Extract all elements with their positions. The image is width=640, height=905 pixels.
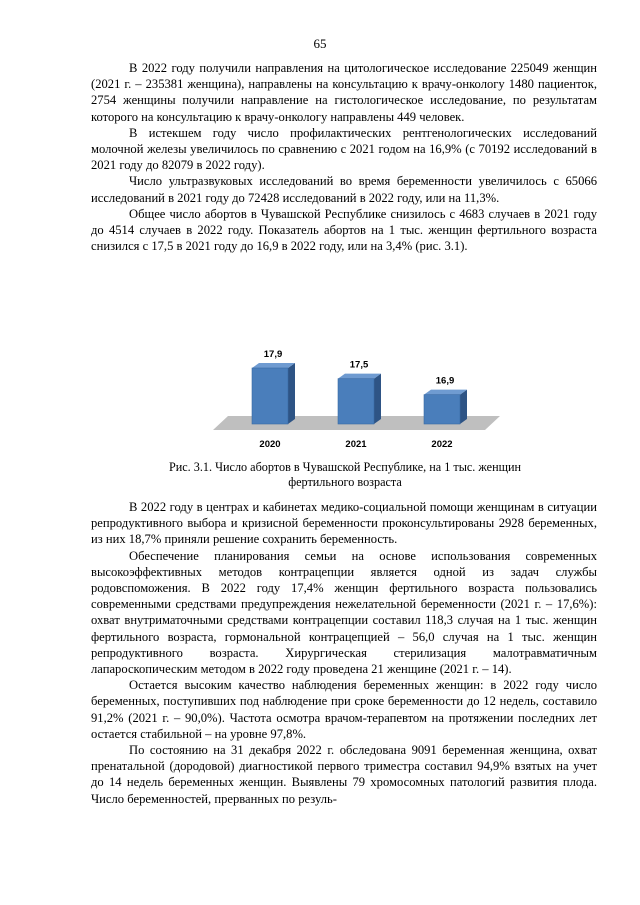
paragraph: Обеспечение планирования семьи на основе использования современных высокоэффективных методов контрацепции является одной из задач службы родовспоможения. В 2022 году 17,4% женщин фертильного возраста пользовались современными средствами предупреждения нежелательной беременности (2021 г. – 17,6%): охват внутриматочными средствами контрацепции составил 118,3 случая на 1 тыс. женщин фертильного возраста, гормональной контрацепцией – 56,0 случая на 1 тыс. женщин репродуктивного возраста. Хирургическая стерилизация малотравматичным лапароскопическим методом в 2022 году проведена 21 женщине (2021 г. – 14).: [91, 548, 597, 677]
tick-label: 2020: [259, 439, 281, 450]
body-text-bottom: [91, 499, 597, 807]
bar: [252, 368, 288, 424]
paragraph: По состоянию на 31 декабря 2022 г. обследована 9091 беременная женщина, охват пренатальной (дородовой) диагностикой первого триместра составил 94,9% взятых на учет до 14 недель беременных женщин. Выявлены 79 хромосомных патологий развития плода. Число беременностей, прерванных по резуль-: [91, 743, 597, 806]
paragraph: Число ультразвуковых исследований во время беременности увеличилось с 65066 исследований в 2021 году до 72428 исследований в 2022 году, или на 11,3%.: [91, 174, 597, 205]
chart-bars: [252, 349, 467, 450]
bar-top: [424, 390, 467, 395]
bar-side: [460, 390, 467, 424]
bar: [424, 395, 460, 424]
data-label: 17,5: [349, 359, 369, 371]
bar-top: [252, 363, 295, 368]
bar-top: [338, 374, 381, 379]
body-text-top: [91, 60, 597, 254]
bar-side: [374, 374, 381, 424]
paragraph: В 2022 году в центрах и кабинетах медико-социальной помощи женщинам в ситуации репродуктивного выбора и кризисной беременности проконсультированы 2928 беременных, из них 18,7% приняли решение сохранить беременность.: [91, 500, 597, 547]
tick-label: 2022: [431, 439, 453, 450]
paragraph: В истекшем году число профилактических рентгенологических исследований молочной железы увеличилось по сравнению с 2021 годом на 16,9% (с 70192 исследований в 2021 году до 82079 в 2022 году).: [91, 125, 597, 173]
paragraph: В 2022 году получили направления на цитологическое исследование 225049 женщин (2021 г. – 235381 женщина), направлены на консультацию к врачу-онкологу 1480 пациенток, 2754 женщины получили направление на гистологическое исследование, по результатам которого на консультацию к врачу-онкологу направлены 449 человек.: [91, 61, 597, 124]
tick-label: 2021: [345, 439, 367, 450]
bar-side: [288, 363, 295, 424]
bar: [338, 379, 374, 424]
abortion-rate-chart: [200, 330, 510, 460]
page-number: 65: [313, 36, 327, 51]
data-label: 16,9: [435, 375, 455, 387]
figure-caption: Рис. 3.1. Число абортов в Чувашской Республике, на 1 тыс. женщин фертильного возраста: [168, 460, 522, 489]
paragraph: Остается высоким качество наблюдения беременных женщин: в 2022 году число беременных, поступивших под наблюдение при сроке беременности до 12 недель, составило 91,2% (2021 г. – 90,0%). Частота осмотра врачом-терапевтом на протяжении последних лет остается стабильной – на уровне 97,8%.: [91, 678, 597, 741]
data-label: 17,9: [263, 349, 283, 360]
paragraph: Общее число абортов в Чувашской Республике снизилось с 4683 случаев в 2021 году до 4514 случаев в 2022 году. Показатель абортов на 1 тыс. женщин фертильного возраста снизился с 17,5 в 2021 году до 16,9 в 2022 году, или на 3,4% (рис. 3.1).: [91, 206, 597, 254]
